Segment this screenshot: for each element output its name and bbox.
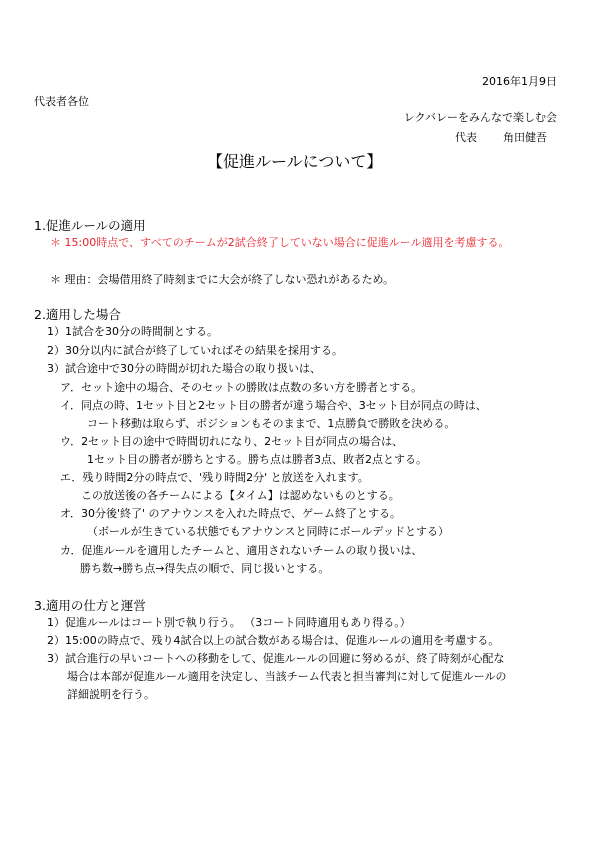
section-line: 1）1試合を30分の時間制とする。	[47, 325, 218, 338]
sender-name: 角田健吾	[503, 131, 547, 144]
section-line: ウ．2セット目の途中で時間切れになり、2セット目が同点の場合は、	[60, 435, 404, 448]
section-line: ＊ 理由：会場借用終了時刻までに大会が終了しない恐れがあるため。	[50, 273, 395, 286]
page-title: 【促進ルールについて】	[207, 152, 383, 171]
section-line: 勝ち数→勝ち点→得失点の順で、同じ扱いとする。	[80, 562, 330, 575]
section-line: この放送後の各チームによる【タイム】は認めないものとする。	[81, 489, 400, 502]
section-line: 2）15:00の時点で、残り4試合以上の試合数がある場合は、促進ルールの適用を考慮する。	[47, 634, 500, 647]
section-line: 3）試合途中で30分の時間が切れた場合の取り扱いは、	[47, 362, 321, 375]
sender-org: レクバレーをみんなで楽しむ会	[403, 111, 557, 124]
section-heading: 3.適用の仕方と運営	[34, 598, 146, 613]
section-line: 1セット目の勝者が勝ちとする。勝ち点は勝者3点、敗者2点とする。	[87, 453, 427, 466]
section-line: イ．同点の時、1セット目と2セット目の勝者が違う場合や、3セット目が同点の時は、	[60, 399, 487, 412]
section-line: 2）30分以内に試合が終了していればその結果を採用する。	[47, 344, 343, 357]
addressee: 代表者各位	[34, 95, 89, 108]
section-line: 場合は本部が促進ルール適用を決定し、当該チーム代表と担当審判に対して促進ルールの	[67, 670, 507, 683]
section-line: （ボールが生きている状態でもアナウンスと同時にボールデッドとする）	[87, 525, 450, 538]
section-line: 3）試合進行の早いコートへの移動をして、促進ルールの回避に努めるが、終了時刻が心配な	[47, 652, 505, 665]
sender-role: 代表	[455, 131, 477, 144]
section-line: ア．セット途中の場合、そのセットの勝敗は点数の多い方を勝者とする。	[60, 381, 423, 394]
section-line: ＊ 15:00時点で、すべてのチームが2試合終了していない場合に促進ルール適用を考慮する。	[50, 236, 510, 249]
section-line: コート移動は取らず、ポジションもそのままで、1点勝負で勝敗を決める。	[87, 417, 456, 430]
sender-line	[455, 131, 547, 145]
section-line: エ．残り時間2分の時点で、'残り時間2分' と放送を入れます。	[60, 471, 369, 484]
section-line: 1）促進ルールはコート別で執り行う。 （3コート同時適用もあり得る。）	[47, 616, 411, 629]
section-heading: 2.適用した場合	[34, 307, 121, 322]
section-line: カ．促進ルールを適用したチームと、適用されないチームの取り扱いは、	[60, 544, 423, 557]
section-line: 詳細説明を行う。	[67, 688, 155, 701]
date: 2016年1月9日	[482, 75, 557, 88]
section-line: オ．30分後'終了' のアナウンスを入れた時点で、ゲーム終了とする。	[60, 507, 401, 520]
section-heading: 1.促進ルールの適用	[34, 218, 146, 233]
